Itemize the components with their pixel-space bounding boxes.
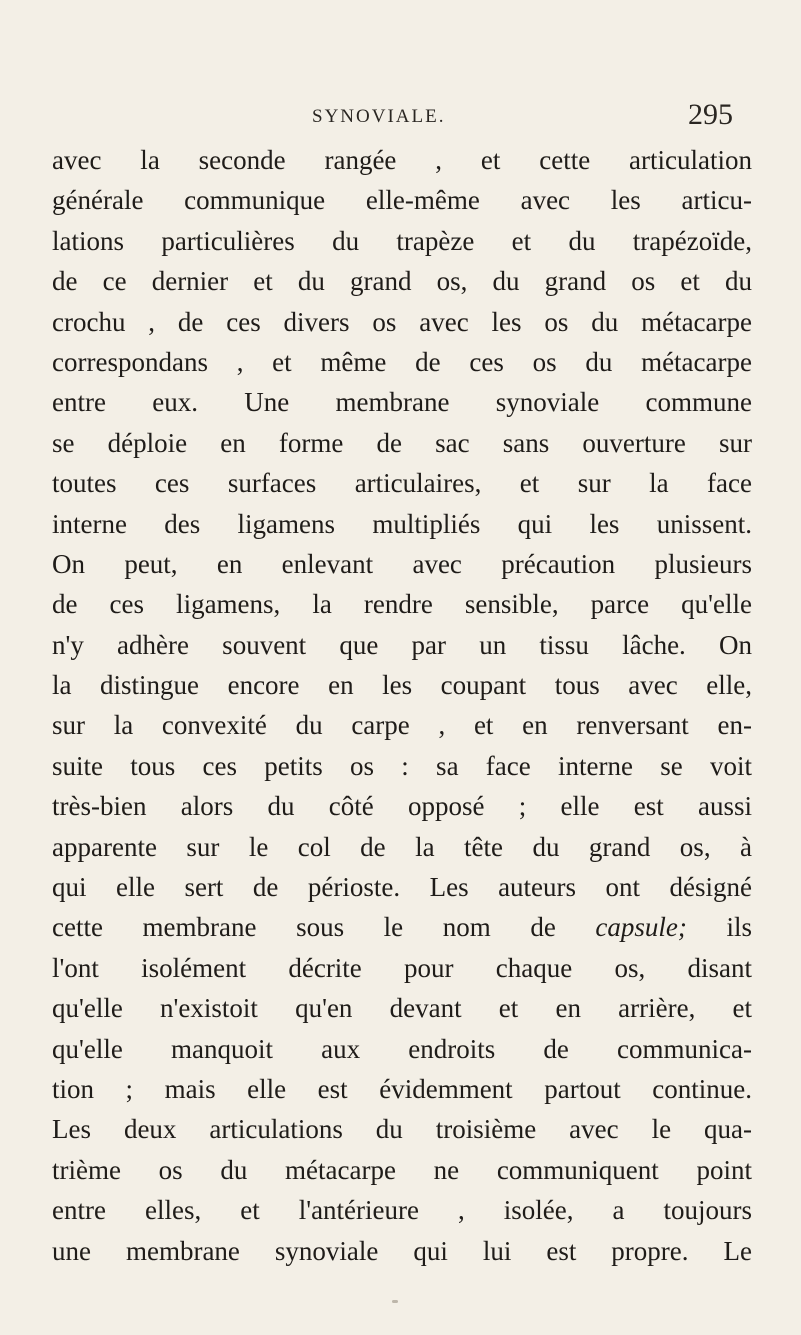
text-line: très-bien alors du côté opposé ; elle est aussi [52, 791, 752, 822]
text-line: correspondans , et même de ces os du métacarpe [52, 346, 752, 377]
text-line: interne des ligamens multipliés qui les unissent. [52, 508, 752, 539]
text-line: crochu , de ces divers os avec les os du métacarpe [52, 306, 752, 337]
text-line: de ces ligamens, la rendre sensible, parce qu'elle [52, 589, 752, 620]
text-line-last: une membrane synoviale qui lui est propre. Le [52, 1235, 752, 1266]
text-line-with-italic [52, 907, 752, 947]
ink-mark [392, 1300, 398, 1303]
text-line: apparente sur le col de la tête du grand os, à [52, 831, 752, 862]
text-line: qui elle sert de périoste. Les auteurs ont désigné [52, 872, 752, 903]
text-line: n'y adhère souvent que par un tissu lâche. On [52, 629, 752, 660]
text-line: entre eux. Une membrane synoviale commune [52, 387, 752, 418]
text-line: entre elles, et l'antérieure , isolée, a toujours [52, 1195, 752, 1226]
text-line: On peut, en enlevant avec précaution plusieurs [52, 548, 752, 579]
body-text [52, 140, 752, 1271]
text-line: tion ; mais elle est évidemment partout continue. [52, 1073, 752, 1104]
text-line: la distingue encore en les coupant tous avec elle, [52, 670, 752, 701]
text-line: générale communique elle-même avec les articu- [52, 185, 752, 216]
text-line: qu'elle manquoit aux endroits de communica- [52, 1033, 752, 1064]
text-segment: cette membrane sous le nom de [52, 912, 596, 943]
text-line: toutes ces surfaces articulaires, et sur la face [52, 468, 752, 499]
running-title: SYNOVIALE. [312, 106, 446, 127]
text-line: avec la seconde rangée , et cette articulation [52, 145, 752, 175]
italic-term-capsule: capsule; [595, 912, 687, 943]
text-segment: ils [686, 912, 752, 943]
page-number: 295 [688, 98, 733, 131]
text-line: trième os du métacarpe ne communiquent point [52, 1154, 752, 1185]
text-line: de ce dernier et du grand os, du grand os et du [52, 266, 752, 297]
text-line: lations particulières du trapèze et du trapézoïde, [52, 225, 752, 256]
text-line: l'ont isolément décrite pour chaque os, disant [52, 952, 752, 983]
running-head [0, 98, 801, 134]
text-line: qu'elle n'existoit qu'en devant et en arrière, et [52, 993, 752, 1024]
text-line: Les deux articulations du troisième avec le qua- [52, 1114, 752, 1145]
text-line: se déploie en forme de sac sans ouverture sur [52, 427, 752, 458]
text-line: sur la convexité du carpe , et en renversant en- [52, 710, 752, 741]
text-line: suite tous ces petits os : sa face interne se voit [52, 750, 752, 781]
